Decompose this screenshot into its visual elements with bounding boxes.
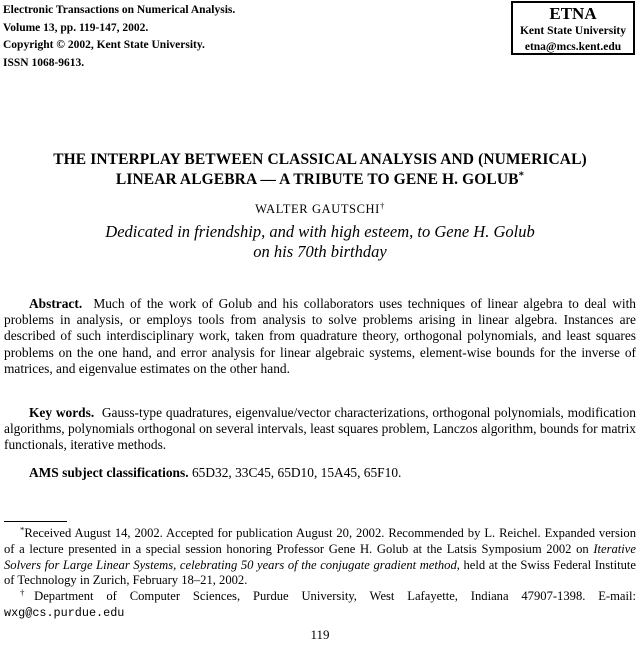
footnote-2-text: Department of Computer Sciences, Purdue University, West Lafayette, Indiana 47907-1398. E-mail: [34, 589, 637, 604]
journal-name: Electronic Transactions on Numerical Analysis. [3, 4, 236, 16]
abstract-text: Much of the work of Golub and his collaborators uses techniques of linear algebra to deal with problems in analysis, or employs tools from analysis to solve problems arising in linear algebra. Instances are described of such interdisciplinary work, taken from quadrature theory, orthogonal polynomials, and least squares problems on the one hand, and error analysis for linear algebraic systems, element-wise bounds for the inverse of matrices, and eigenvalue estimates on the other hand. [4, 296, 637, 376]
paper-title [0, 150, 640, 190]
title-line-2 [0, 170, 640, 190]
journal-header [3, 2, 235, 72]
keywords-text: Gauss-type quadratures, eigenvalue/vector characterizations, orthogonal polynomials, modification algorithms, polynomials orthogonal on several intervals, least squares problem, Lanczos algorithm, bounds for matrix functionals, iterative methods. [4, 405, 636, 453]
author-name: WALTER GAUTSCHI [255, 202, 380, 216]
footnote-1 [4, 526, 636, 589]
title-line-1: THE INTERPLAY BETWEEN CLASSICAL ANALYSIS AND (NUMERICAL) [53, 151, 587, 168]
ams-label: AMS subject classifications. [29, 465, 189, 480]
issn-line: ISSN 1068-9613. [3, 56, 85, 69]
abstract [4, 296, 636, 377]
author [0, 202, 640, 217]
dedication-line-2: on his 70th birthday [253, 242, 387, 261]
etna-university: Kent State University [519, 25, 627, 37]
dedication-line-1: Dedicated in friendship, and with high esteem, to Gene H. Golub [105, 222, 535, 241]
keywords-label: Key words. [29, 405, 95, 420]
footnote-1-text-a: Received August 14, 2002. Accepted for publication August 20, 2002. Recommended by L. Reichel. Expanded version of a lecture presented in a special session honoring Professor Gene H. Golub at the Latsis Symposium 2002 on [4, 526, 636, 556]
dedication [0, 222, 640, 262]
footnote-1-text-b: , held at the Swiss Federal Institute of Technology in Zurich, February 18–21, 2002. [4, 557, 636, 588]
volume-info: Volume 13, pp. 119-147, 2002. [3, 21, 149, 34]
author-footnote-mark: † [379, 200, 385, 211]
abstract-label: Abstract. [29, 296, 83, 311]
ams-text: 65D32, 33C45, 65D10, 15A45, 65F10. [191, 465, 402, 480]
footnote-1-italic: Iterative Solvers for Large Linear Systems, celebrating 50 years of the conjugate gradient method [4, 541, 636, 572]
copyright-line: Copyright © 2002, Kent State University. [3, 39, 205, 51]
etna-box [511, 1, 635, 55]
author-email-link[interactable]: wxg@cs.purdue.edu [4, 605, 125, 620]
footnotes [4, 526, 636, 622]
footnote-1-mark: * [20, 524, 25, 535]
footnote-2 [4, 589, 636, 622]
footnote-2-mark: † [20, 587, 35, 598]
etna-title: ETNA [549, 4, 597, 23]
keywords [4, 405, 636, 454]
title-line-2-text: LINEAR ALGEBRA — A TRIBUTE TO GENE H. GOLUB [115, 171, 519, 188]
footnote-rule [4, 521, 67, 522]
title-footnote-mark: * [518, 169, 525, 182]
etna-email: etna@mcs.kent.edu [524, 41, 622, 53]
ams-classifications [4, 465, 636, 481]
page-number: 119 [310, 627, 330, 642]
